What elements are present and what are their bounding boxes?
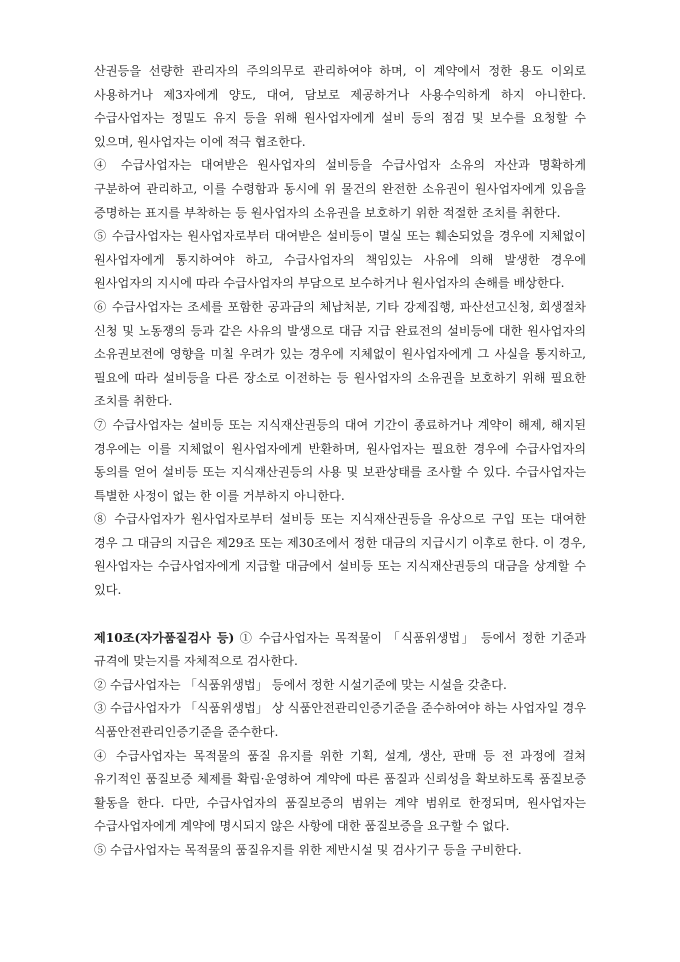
article9-clause-8: ⑧ 수급사업자가 원사업자로부터 설비등 또는 지식재산권등을 유상으로 구입 또는 대여한 경우 그 대금의 지급은 제29조 또는 제30조에서 정한 대금의 지급시기 이후로 한다. 이 경우, 원사업자는 수급사업자에게 지급할 대금에서 설비등 또는 지식재산권등의 대금을 상계할 수 있다. xyxy=(94,512,586,598)
article-10 xyxy=(94,627,586,863)
article10-clause-5: ⑤ 수급사업자는 목적물의 품질유지를 위한 제반시설 및 검사기구 등을 구비한다. xyxy=(94,843,522,857)
document-page xyxy=(94,60,586,863)
article10-heading: 제10조(자가품질검사 등) xyxy=(94,630,235,645)
article10-clause-3: ③ 수급사업자가 「식품위생법」 상 식품안전관리인증기준을 준수하여야 하는 사업자일 경우 식품안전관리인증기준을 준수한다. xyxy=(94,701,586,740)
article10-clause-2: ② 수급사업자는 「식품위생법」 등에서 정한 시설기준에 맞는 시설을 갖춘다. xyxy=(94,677,507,692)
article9-clause-7: ⑦ 수급사업자는 설비등 또는 지식재산권등의 대여 기간이 종료하거나 계약이 해제, 해지된 경우에는 이를 지체없이 원사업자에게 반환하며, 원사업자는 필요한 경우에 수급사업자의 동의를 얻어 설비등 또는 지식재산권등의 사용 및 보관상태를 조사할 수 있다. 수급사업자는 특별한 사정이 없는 한 이를 거부하지 아니한다. xyxy=(94,417,586,503)
article10-clause-1-text: ① 수급사업자는 목적물이 「식품위생법」 등에서 정한 기준과 규격에 맞는지를 자체적으로 검사한다. xyxy=(94,630,586,669)
article9-paragraph-continued: 산권등을 선량한 관리자의 주의의무로 관리하여야 하며, 이 계약에서 정한 용도 이외로 사용하거나 제3자에게 양도, 대여, 담보로 제공하거나 사용수익하게 하지 아니한다. 수급사업자는 정밀도 유지 등을 위해 원사업자에게 설비 등의 점검 및 보수를 요청할 수 있으며, 원사업자는 이에 적극 협조한다. xyxy=(94,64,586,149)
article10-clause-4: ④ 수급사업자는 목적물의 품질 유지를 위한 기획, 설계, 생산, 판매 등 전 과정에 걸쳐 유기적인 품질보증 체제를 확립·운영하여 계약에 따른 품질과 신뢰성을 확보하도록 품질보증 활동을 한다. 다만, 수급사업자의 품질보증의 범위는 계약 범위로 한정되며, 원사업자는 수급사업자에게 계약에 명시되지 않은 사항에 대한 품질보증을 요구할 수 없다. xyxy=(94,748,586,834)
article10-clause-1 xyxy=(94,627,586,674)
article9-clause-6: ⑥ 수급사업자는 조세를 포함한 공과금의 체납처분, 기타 강제집행, 파산선고신청, 회생절차 신청 및 노동쟁의 등과 같은 사유의 발생으로 대금 지급 완료전의 설비등에 대한 원사업자의 소유권보전에 영향을 미칠 우려가 있는 경우에 지체없이 원사업자에게 그 사실을 통지하고, 필요에 따라 설비등을 다른 장소로 이전하는 등 원사업자의 소유권을 보호하기 위해 필요한 조치를 취한다. xyxy=(94,299,586,409)
article9-clause-4: ④ 수급사업자는 대여받은 원사업자의 설비등을 수급사업자 소유의 자산과 명확하게 구분하여 관리하고, 이를 수령함과 동시에 위 물건의 완전한 소유권이 원사업자에게 있음을 증명하는 표지를 부착하는 등 원사업자의 소유권을 보호하기 위한 적절한 조치를 취한다. xyxy=(94,158,586,220)
article9-clause-5: ⑤ 수급사업자는 원사업자로부터 대여받은 설비등이 멸실 또는 훼손되었을 경우에 지체없이 원사업자에게 통지하여야 하고, 수급사업자의 책임있는 사유에 의해 발생한 경우에 원사업자의 지시에 따라 수급사업자의 부담으로 보수하거나 원사업자의 손해를 배상한다. xyxy=(94,229,586,291)
